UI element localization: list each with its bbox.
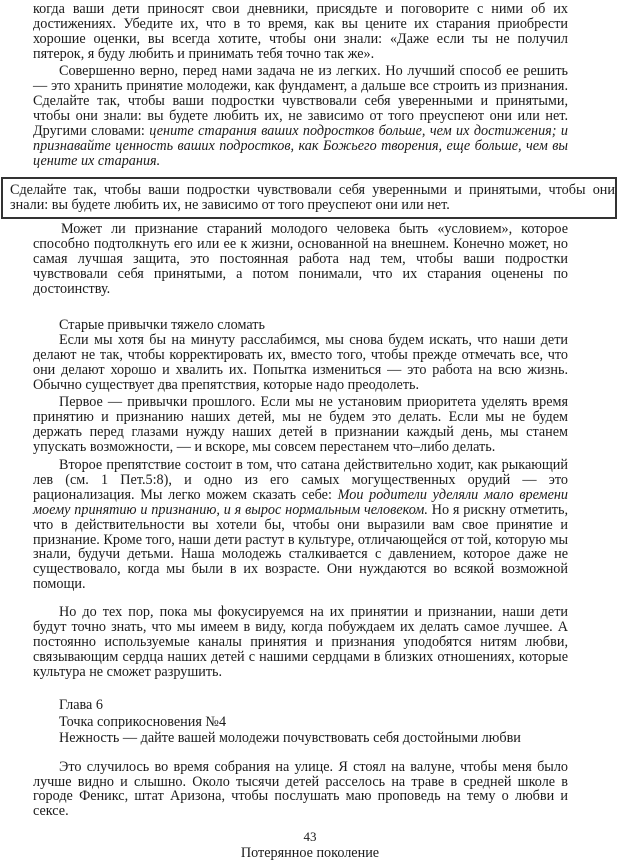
paragraph: Первое — привычки прошлого. Если мы не установим приоритета уделять время принятию и признанию наших детей, мы не будем это делать. Если мы не будем держать перед глазами нужду наших детей в признании каждый день, мы станем упускать возможности, — и вскоре, мы совсем перестанем что–либо делать. [33, 394, 568, 455]
running-footer-title: Потерянное поколение [240, 845, 380, 861]
paragraph: Если мы хотя бы на минуту расслабимся, мы снова будем искать, что наши дети делают не так, чтобы корректировать их, вместо того, чтобы прежде отмечать все, что они делают хорошо и хвалить их. Попытка измениться — это работа на всю жизнь. Обычно существует два препятствия, которые надо преодолеть. [33, 332, 568, 393]
paragraph-text: Второе препятствие состоит в том, что сатана действительно ходит, как рыкающий лев (см. 1 Пет.5:8), и одно из его самых могущественных орудий — это рационализация. Мы легко можем сказать себе: [33, 457, 568, 503]
chapter-title: Нежность — дайте вашей молодежи почувствовать себя достойными любви [59, 730, 521, 746]
paragraph [33, 64, 568, 169]
callout-box: Сделайте так, чтобы ваши подростки чувствовали себя уверенными и принятыми, чтобы они знали: вы будете любить их, не зависимо от того преуспеют они или нет. [1, 177, 617, 219]
paragraph: Это случилось во время собрания на улице. Я стоял на валуне, чтобы меня было лучше видно и слышно. Около тысячи детей расселось на траве в средней школе в городе Феникс, штат Аризона, чтобы послушать маю проповедь на тему о любви и сексе. [33, 759, 568, 819]
italic-emphasis: цените старания ваших подростков больше, чем их достижения; и признавайте ценность ваших подростков, как Божьего творения, еще больше, чем вы цените их старания. [33, 123, 568, 169]
page-number: 43 [303, 829, 317, 844]
section-heading: Старые привычки тяжело сломать [59, 317, 265, 333]
chapter-number: Глава 6 [59, 697, 103, 713]
paragraph: Может ли признание стараний молодого человека быть «условием», которое способно подтолкнуть его или ее к жизни, основанной на внешнем. Конечно может, но самая лучшая защита, это постоянная работа над тем, чтобы ваши подростки чувствовали себя принятыми, а потом понимали, что их старания оценены по достоинству. [33, 221, 568, 297]
paragraph: Но до тех пор, пока мы фокусируемся на их принятии и признании, наши дети будут точно знать, что мы имеем в виду, когда побуждаем их делать самое лучшее. А постоянно используемые каналы принятия и признания уподобятся нитям любви, связывающим сердца наших детей с нашими сердцами в близких отношениях, которые культура не сможет разрушить. [33, 604, 568, 680]
paragraph [33, 458, 568, 592]
paragraph-text: Но я рискну отметить, что в действительности вы хотели бы, чтобы они выразили вам свое принятие и признание. Кроме того, наши дети растут в культуре, отличающейся от той, которую мы знали, будучи детьми. Наша молодежь сталкивается с давлением, которое даже не существовало, когда мы были в их возрасте. Они нуждаются во всякой возможной помощи. [33, 501, 569, 593]
italic-quote: Мои родители уделяли мало времени моему принятию и признанию, и я вырос нормальным человеком. [33, 486, 569, 518]
paragraph: когда ваши дети приносят свои дневники, присядьте и поговорите с ними об их достижениях. Убедите их, что в то время, как вы цените их старания приобрести хорошие оценки, вы всегда хотите, чтобы они знали: «Даже если ты не получил пятерок, я буду любить и принимать тебя точно так же». [33, 1, 568, 62]
chapter-subtitle: Точка соприкосновения №4 [59, 714, 227, 730]
paragraph-text: Совершенно верно, перед нами задача не из легких. Но лучший способ ее решить — это хранить принятие молодежи, как фундамент, а дальше все строить из признания. Сделайте так, чтобы ваши подростки чувствовали себя уверенными и принятыми, чтобы они знали: вы будете любить их, не зависимо от того преуспеют они или нет. Другими словами: [33, 63, 568, 139]
